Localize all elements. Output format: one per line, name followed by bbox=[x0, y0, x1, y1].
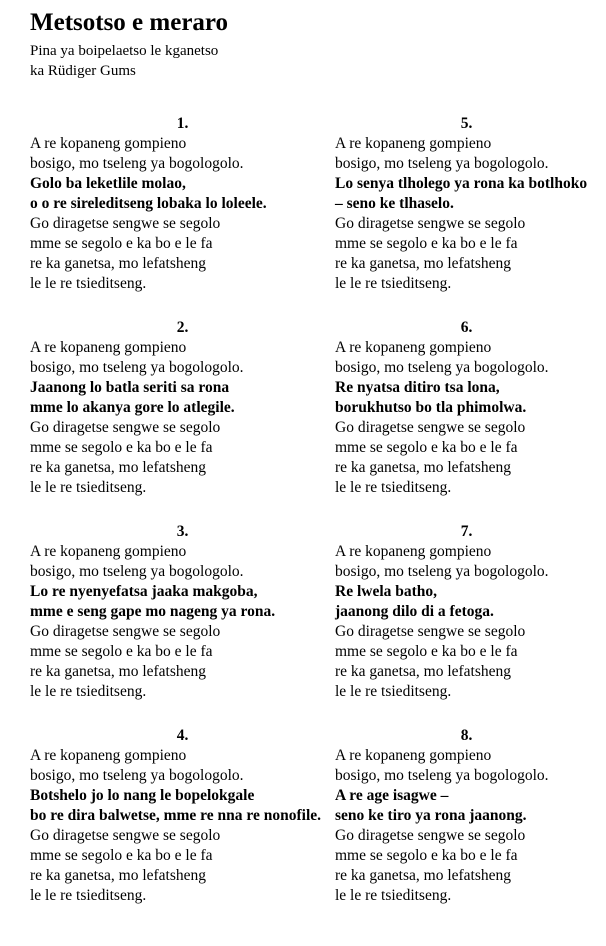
verse-block bbox=[30, 114, 335, 294]
verse-line: re ka ganetsa, mo lefatsheng bbox=[335, 867, 512, 884]
verses-column-right bbox=[335, 114, 598, 930]
verse-line: le le re tsieditseng. bbox=[335, 275, 452, 292]
verse-line: bosigo, mo tseleng ya bogologolo. bbox=[30, 359, 244, 376]
verse-line-bold: A re age isagwe – bbox=[335, 787, 449, 804]
verse-line-bold: Golo ba leketlile molao, bbox=[30, 175, 186, 192]
verse-line: A re kopaneng gompieno bbox=[335, 747, 492, 764]
verse-line: re ka ganetsa, mo lefatsheng bbox=[30, 459, 207, 476]
verse-line: A re kopaneng gompieno bbox=[30, 135, 187, 152]
verse-line: Go diragetse sengwe se segolo bbox=[335, 827, 526, 844]
verse-line-bold: Botshelo jo lo nang le bopelokgale bbox=[30, 787, 255, 804]
verse-line: A re kopaneng gompieno bbox=[30, 339, 187, 356]
verse-line: re ka ganetsa, mo lefatsheng bbox=[30, 867, 207, 884]
verse-number: 2. bbox=[176, 319, 189, 336]
verse-line-bold: mme lo akanya gore lo atlegile. bbox=[30, 399, 235, 416]
verse-lines bbox=[335, 338, 598, 498]
verse-line-bold: – seno ke tlhaselo. bbox=[335, 195, 454, 212]
verse-line: le le re tsieditseng. bbox=[335, 683, 452, 700]
verse-block bbox=[30, 726, 335, 906]
verse-block bbox=[335, 522, 598, 702]
verse-line-bold: o o re sireleditseng lobaka lo loleele. bbox=[30, 195, 267, 212]
verse-line: bosigo, mo tseleng ya bogologolo. bbox=[30, 767, 244, 784]
verse-line-bold: jaanong dilo di a fetoga. bbox=[335, 603, 494, 620]
page-author: ka Rüdiger Gums bbox=[30, 63, 136, 79]
verse-line: re ka ganetsa, mo lefatsheng bbox=[335, 459, 512, 476]
verse-line: mme se segolo e ka bo e le fa bbox=[30, 235, 213, 252]
verse-line: bosigo, mo tseleng ya bogologolo. bbox=[30, 155, 244, 172]
verse-line: bosigo, mo tseleng ya bogologolo. bbox=[335, 155, 549, 172]
verse-line: bosigo, mo tseleng ya bogologolo. bbox=[335, 359, 549, 376]
verse-line-bold: bo re dira balwetse, mme re nna re nonofile. bbox=[30, 807, 322, 824]
verse-line: bosigo, mo tseleng ya bogologolo. bbox=[335, 563, 549, 580]
verse-line: bosigo, mo tseleng ya bogologolo. bbox=[30, 563, 244, 580]
verse-block bbox=[30, 522, 335, 702]
verse-line: bosigo, mo tseleng ya bogologolo. bbox=[335, 767, 549, 784]
verse-lines bbox=[335, 746, 598, 906]
verse-line-bold: Lo re nyenyefatsa jaaka makgoba, bbox=[30, 583, 258, 600]
verse-line: Go diragetse sengwe se segolo bbox=[335, 215, 526, 232]
verse-line-bold: Lo senya tlholego ya rona ka botlhoko bbox=[335, 175, 588, 192]
verse-number: 1. bbox=[176, 115, 189, 132]
verse-line: mme se segolo e ka bo e le fa bbox=[335, 439, 518, 456]
verse-line: A re kopaneng gompieno bbox=[335, 135, 492, 152]
verse-number: 4. bbox=[176, 727, 189, 744]
verse-line: A re kopaneng gompieno bbox=[30, 747, 187, 764]
verse-line: le le re tsieditseng. bbox=[335, 479, 452, 496]
verse-lines bbox=[30, 338, 335, 498]
verses-columns bbox=[30, 114, 598, 930]
page-title: Metsotso e meraro bbox=[30, 9, 229, 36]
verse-line: le le re tsieditseng. bbox=[30, 887, 147, 904]
verse-line-bold: mme e seng gape mo nageng ya rona. bbox=[30, 603, 276, 620]
verse-lines bbox=[30, 746, 335, 906]
verse-block bbox=[335, 114, 598, 294]
verse-number: 6. bbox=[460, 319, 473, 336]
verse-line: mme se segolo e ka bo e le fa bbox=[30, 439, 213, 456]
verse-number: 7. bbox=[460, 523, 473, 540]
verse-lines bbox=[335, 134, 598, 294]
verse-line: A re kopaneng gompieno bbox=[335, 339, 492, 356]
verse-line: Go diragetse sengwe se segolo bbox=[30, 827, 221, 844]
verse-line: Go diragetse sengwe se segolo bbox=[30, 623, 221, 640]
verse-line-bold: Re lwela batho, bbox=[335, 583, 438, 600]
verse-line: le le re tsieditseng. bbox=[30, 683, 147, 700]
verse-line: mme se segolo e ka bo e le fa bbox=[335, 643, 518, 660]
verse-line: mme se segolo e ka bo e le fa bbox=[335, 847, 518, 864]
verse-lines bbox=[30, 542, 335, 702]
verse-line: Go diragetse sengwe se segolo bbox=[30, 419, 221, 436]
verse-number: 8. bbox=[460, 727, 473, 744]
verse-line: le le re tsieditseng. bbox=[335, 887, 452, 904]
verse-line: mme se segolo e ka bo e le fa bbox=[30, 643, 213, 660]
verse-line: Go diragetse sengwe se segolo bbox=[30, 215, 221, 232]
verse-line-bold: Jaanong lo batla seriti sa rona bbox=[30, 379, 230, 396]
verse-lines bbox=[30, 134, 335, 294]
verse-block bbox=[335, 318, 598, 498]
verse-lines bbox=[335, 542, 598, 702]
verse-line: re ka ganetsa, mo lefatsheng bbox=[335, 663, 512, 680]
verse-line: mme se segolo e ka bo e le fa bbox=[30, 847, 213, 864]
verse-line: re ka ganetsa, mo lefatsheng bbox=[335, 255, 512, 272]
verse-number: 3. bbox=[176, 523, 189, 540]
verse-line: A re kopaneng gompieno bbox=[335, 543, 492, 560]
verse-line-bold: borukhutso bo tla phimolwa. bbox=[335, 399, 527, 416]
verse-line: mme se segolo e ka bo e le fa bbox=[335, 235, 518, 252]
verse-block bbox=[335, 726, 598, 906]
page-subtitle: Pina ya boipelaetso le kganetso bbox=[30, 43, 219, 59]
verse-line: A re kopaneng gompieno bbox=[30, 543, 187, 560]
verse-line: re ka ganetsa, mo lefatsheng bbox=[30, 255, 207, 272]
verse-line: Go diragetse sengwe se segolo bbox=[335, 623, 526, 640]
verse-block bbox=[30, 318, 335, 498]
verses-column-left bbox=[30, 114, 335, 930]
verse-line-bold: seno ke tiro ya rona jaanong. bbox=[335, 807, 527, 824]
verse-line: re ka ganetsa, mo lefatsheng bbox=[30, 663, 207, 680]
verse-line-bold: Re nyatsa ditiro tsa lona, bbox=[335, 379, 500, 396]
verse-number: 5. bbox=[460, 115, 473, 132]
verse-line: le le re tsieditseng. bbox=[30, 275, 147, 292]
verse-line: Go diragetse sengwe se segolo bbox=[335, 419, 526, 436]
verse-line: le le re tsieditseng. bbox=[30, 479, 147, 496]
